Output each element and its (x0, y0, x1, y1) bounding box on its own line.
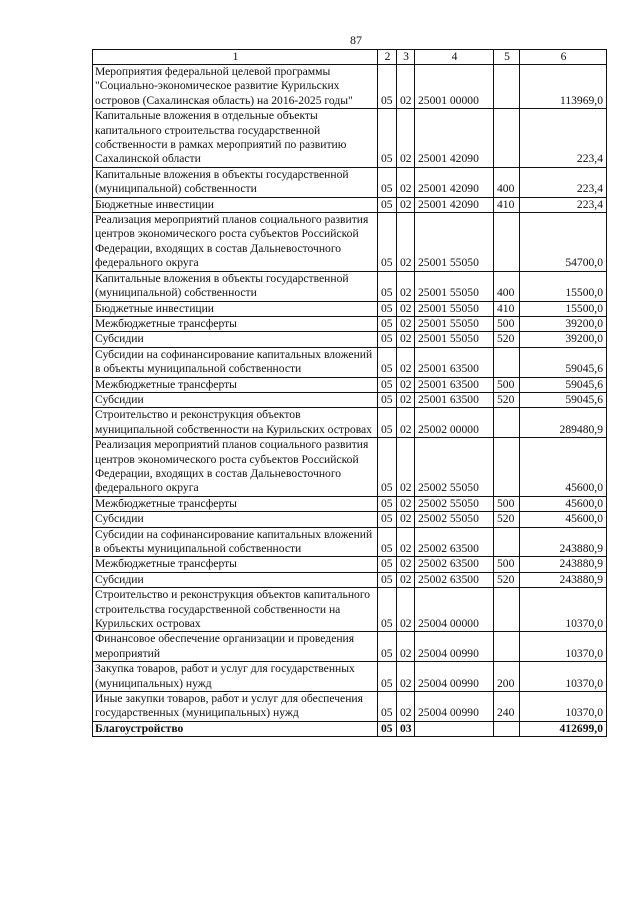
expense-type-cell (494, 588, 520, 632)
expense-type-cell: 400 (494, 167, 520, 197)
subsection-code-cell: 02 (397, 109, 415, 168)
amount-cell: 15500,0 (520, 301, 607, 316)
target-article-cell: 25001 42090 (415, 109, 494, 168)
row-name-cell: Субсидии на софинансирование капитальных вложений в объекты муниципальной собственности (93, 347, 378, 377)
row-name-cell: Субсидии (93, 392, 378, 407)
subsection-code-cell: 02 (397, 271, 415, 301)
expense-type-cell (494, 109, 520, 168)
total-row (93, 721, 607, 736)
subsection-code-cell: 02 (397, 512, 415, 527)
subsection-code-cell: 02 (397, 301, 415, 316)
target-article-cell: 25002 55050 (415, 512, 494, 527)
section-code-cell: 05 (378, 721, 397, 736)
section-code-cell: 05 (378, 65, 397, 109)
row-name-cell: Бюджетные инвестиции (93, 301, 378, 316)
expense-type-cell: 500 (494, 316, 520, 331)
subsection-code-cell: 02 (397, 588, 415, 632)
row-name-cell: Иные закупки товаров, работ и услуг для обеспечения государственных (муниципальных) нужд (93, 692, 378, 722)
section-code-cell: 05 (378, 438, 397, 497)
subsection-code-cell: 02 (397, 197, 415, 212)
subsection-code-cell: 02 (397, 167, 415, 197)
row-name-cell: Субсидии (93, 572, 378, 587)
section-code-cell: 05 (378, 332, 397, 347)
expense-type-cell: 520 (494, 572, 520, 587)
subsection-code-cell: 02 (397, 557, 415, 572)
row-name-cell: Строительство и реконструкция объектов муниципальной собственности на Курильских островах (93, 408, 378, 438)
amount-cell: 223,4 (520, 109, 607, 168)
subsection-code-cell: 02 (397, 377, 415, 392)
subsection-code-cell: 02 (397, 572, 415, 587)
table-row (93, 316, 607, 331)
target-article-cell: 25001 55050 (415, 316, 494, 331)
target-article-cell: 25001 55050 (415, 301, 494, 316)
section-code-cell: 05 (378, 316, 397, 331)
expense-type-cell (494, 632, 520, 662)
header-cell: 2 (378, 50, 397, 65)
subsection-code-cell: 02 (397, 347, 415, 377)
expense-type-cell: 410 (494, 301, 520, 316)
table-row (93, 109, 607, 168)
target-article-cell: 25001 42090 (415, 197, 494, 212)
header-cell: 6 (520, 50, 607, 65)
section-code-cell: 05 (378, 109, 397, 168)
target-article-cell: 25001 42090 (415, 167, 494, 197)
section-code-cell: 05 (378, 572, 397, 587)
target-article-cell: 25004 00990 (415, 632, 494, 662)
header-cell: 3 (397, 50, 415, 65)
table-row (93, 512, 607, 527)
section-code-cell: 05 (378, 557, 397, 572)
table-row (93, 588, 607, 632)
target-article-cell: 25001 63500 (415, 392, 494, 407)
target-article-cell: 25001 63500 (415, 347, 494, 377)
row-name-cell: Капитальные вложения в объекты государственной (муниципальной) собственности (93, 167, 378, 197)
section-code-cell: 05 (378, 588, 397, 632)
row-name-cell: Строительство и реконструкция объектов капитального строительства государственной собственности на Курильских островах (93, 588, 378, 632)
row-name-cell: Мероприятия федеральной целевой программы "Социально-экономическое развитие Курильских островов (Сахалинская область) на 2016-2025 годы" (93, 65, 378, 109)
subsection-code-cell: 02 (397, 392, 415, 407)
row-name-cell: Реализация мероприятий планов социального развития центров экономического роста субъектов Российской Федерации, входящих в состав Дальневосточного федерального округа (93, 213, 378, 272)
amount-cell: 59045,6 (520, 392, 607, 407)
table-row (93, 332, 607, 347)
section-code-cell: 05 (378, 632, 397, 662)
table-row (93, 167, 607, 197)
row-name-cell: Межбюджетные трансферты (93, 377, 378, 392)
amount-cell: 10370,0 (520, 662, 607, 692)
amount-cell: 39200,0 (520, 332, 607, 347)
amount-cell: 243880,9 (520, 557, 607, 572)
table-row (93, 572, 607, 587)
section-code-cell: 05 (378, 527, 397, 557)
section-code-cell: 05 (378, 408, 397, 438)
target-article-cell: 25002 55050 (415, 438, 494, 497)
table-row (93, 496, 607, 511)
subsection-code-cell: 02 (397, 65, 415, 109)
target-article-cell: 25002 55050 (415, 496, 494, 511)
row-name-cell: Реализация мероприятий планов социального развития центров экономического роста субъектов Российской Федерации, входящих в состав Дальневосточного федерального округа (93, 438, 378, 497)
subsection-code-cell: 03 (397, 721, 415, 736)
expense-type-cell (494, 213, 520, 272)
subsection-code-cell: 02 (397, 496, 415, 511)
row-name-cell: Субсидии (93, 512, 378, 527)
page-number: 87 (350, 33, 362, 47)
row-name-cell: Благоустройство (93, 721, 378, 736)
row-name-cell: Субсидии (93, 332, 378, 347)
section-code-cell: 05 (378, 496, 397, 511)
header-cell: 5 (494, 50, 520, 65)
section-code-cell: 05 (378, 301, 397, 316)
row-name-cell: Закупка товаров, работ и услуг для государственных (муниципальных) нужд (93, 662, 378, 692)
row-name-cell: Межбюджетные трансферты (93, 496, 378, 511)
amount-cell: 10370,0 (520, 632, 607, 662)
table-row (93, 408, 607, 438)
amount-cell: 243880,9 (520, 527, 607, 557)
header-cell: 1 (93, 50, 378, 65)
expense-type-cell (494, 527, 520, 557)
expense-type-cell (494, 347, 520, 377)
section-code-cell: 05 (378, 512, 397, 527)
section-code-cell: 05 (378, 167, 397, 197)
row-name-cell: Межбюджетные трансферты (93, 316, 378, 331)
table-row (93, 527, 607, 557)
row-name-cell: Межбюджетные трансферты (93, 557, 378, 572)
target-article-cell: 25001 55050 (415, 332, 494, 347)
row-name-cell: Капитальные вложения в отдельные объекты капитального строительства государственной собственности в рамках мероприятий по развитию Сахалинской области (93, 109, 378, 168)
expense-type-cell: 200 (494, 662, 520, 692)
amount-cell: 54700,0 (520, 213, 607, 272)
subsection-code-cell: 02 (397, 213, 415, 272)
subsection-code-cell: 02 (397, 438, 415, 497)
expense-type-cell: 400 (494, 271, 520, 301)
expense-type-cell (494, 721, 520, 736)
amount-cell: 412699,0 (520, 721, 607, 736)
section-code-cell: 05 (378, 662, 397, 692)
target-article-cell: 25002 63500 (415, 527, 494, 557)
expense-type-cell: 520 (494, 332, 520, 347)
expense-type-cell: 500 (494, 496, 520, 511)
target-article-cell: 25002 63500 (415, 572, 494, 587)
amount-cell: 45600,0 (520, 438, 607, 497)
expense-type-cell: 500 (494, 557, 520, 572)
table-row (93, 301, 607, 316)
table-row (93, 271, 607, 301)
target-article-cell (415, 721, 494, 736)
target-article-cell: 25004 00990 (415, 692, 494, 722)
amount-cell: 289480,9 (520, 408, 607, 438)
target-article-cell: 25001 55050 (415, 271, 494, 301)
table-row (93, 347, 607, 377)
table-body (93, 50, 607, 737)
subsection-code-cell: 02 (397, 632, 415, 662)
expense-type-cell (494, 408, 520, 438)
target-article-cell: 25002 63500 (415, 557, 494, 572)
row-name-cell: Капитальные вложения в объекты государственной (муниципальной) собственности (93, 271, 378, 301)
section-code-cell: 05 (378, 213, 397, 272)
target-article-cell: 25004 00990 (415, 662, 494, 692)
table-row (93, 662, 607, 692)
section-code-cell: 05 (378, 377, 397, 392)
expense-type-cell: 410 (494, 197, 520, 212)
amount-cell: 223,4 (520, 197, 607, 212)
subsection-code-cell: 02 (397, 527, 415, 557)
amount-cell: 223,4 (520, 167, 607, 197)
expense-type-cell: 520 (494, 392, 520, 407)
expense-type-cell: 240 (494, 692, 520, 722)
table-row (93, 438, 607, 497)
amount-cell: 39200,0 (520, 316, 607, 331)
table-row (93, 692, 607, 722)
amount-cell: 59045,6 (520, 377, 607, 392)
section-code-cell: 05 (378, 392, 397, 407)
target-article-cell: 25001 63500 (415, 377, 494, 392)
amount-cell: 10370,0 (520, 588, 607, 632)
table-row (93, 632, 607, 662)
table-row (93, 377, 607, 392)
target-article-cell: 25004 00000 (415, 588, 494, 632)
row-name-cell: Субсидии на софинансирование капитальных вложений в объекты муниципальной собственности (93, 527, 378, 557)
amount-cell: 45600,0 (520, 512, 607, 527)
section-code-cell: 05 (378, 347, 397, 377)
table-row (93, 557, 607, 572)
amount-cell: 243880,9 (520, 572, 607, 587)
subsection-code-cell: 02 (397, 662, 415, 692)
amount-cell: 15500,0 (520, 271, 607, 301)
target-article-cell: 25001 55050 (415, 213, 494, 272)
subsection-code-cell: 02 (397, 316, 415, 331)
subsection-code-cell: 02 (397, 408, 415, 438)
row-name-cell: Бюджетные инвестиции (93, 197, 378, 212)
section-code-cell: 05 (378, 692, 397, 722)
subsection-code-cell: 02 (397, 692, 415, 722)
amount-cell: 10370,0 (520, 692, 607, 722)
table-row (93, 392, 607, 407)
table-row (93, 213, 607, 272)
table-row (93, 197, 607, 212)
section-code-cell: 05 (378, 271, 397, 301)
expense-type-cell: 500 (494, 377, 520, 392)
header-row (93, 50, 607, 65)
amount-cell: 113969,0 (520, 65, 607, 109)
expense-type-cell (494, 438, 520, 497)
section-code-cell: 05 (378, 197, 397, 212)
subsection-code-cell: 02 (397, 332, 415, 347)
budget-table (92, 49, 607, 737)
header-cell: 4 (415, 50, 494, 65)
expense-type-cell (494, 65, 520, 109)
table-row (93, 65, 607, 109)
expense-type-cell: 520 (494, 512, 520, 527)
target-article-cell: 25002 00000 (415, 408, 494, 438)
target-article-cell: 25001 00000 (415, 65, 494, 109)
row-name-cell: Финансовое обеспечение организации и проведения мероприятий (93, 632, 378, 662)
amount-cell: 59045,6 (520, 347, 607, 377)
amount-cell: 45600,0 (520, 496, 607, 511)
